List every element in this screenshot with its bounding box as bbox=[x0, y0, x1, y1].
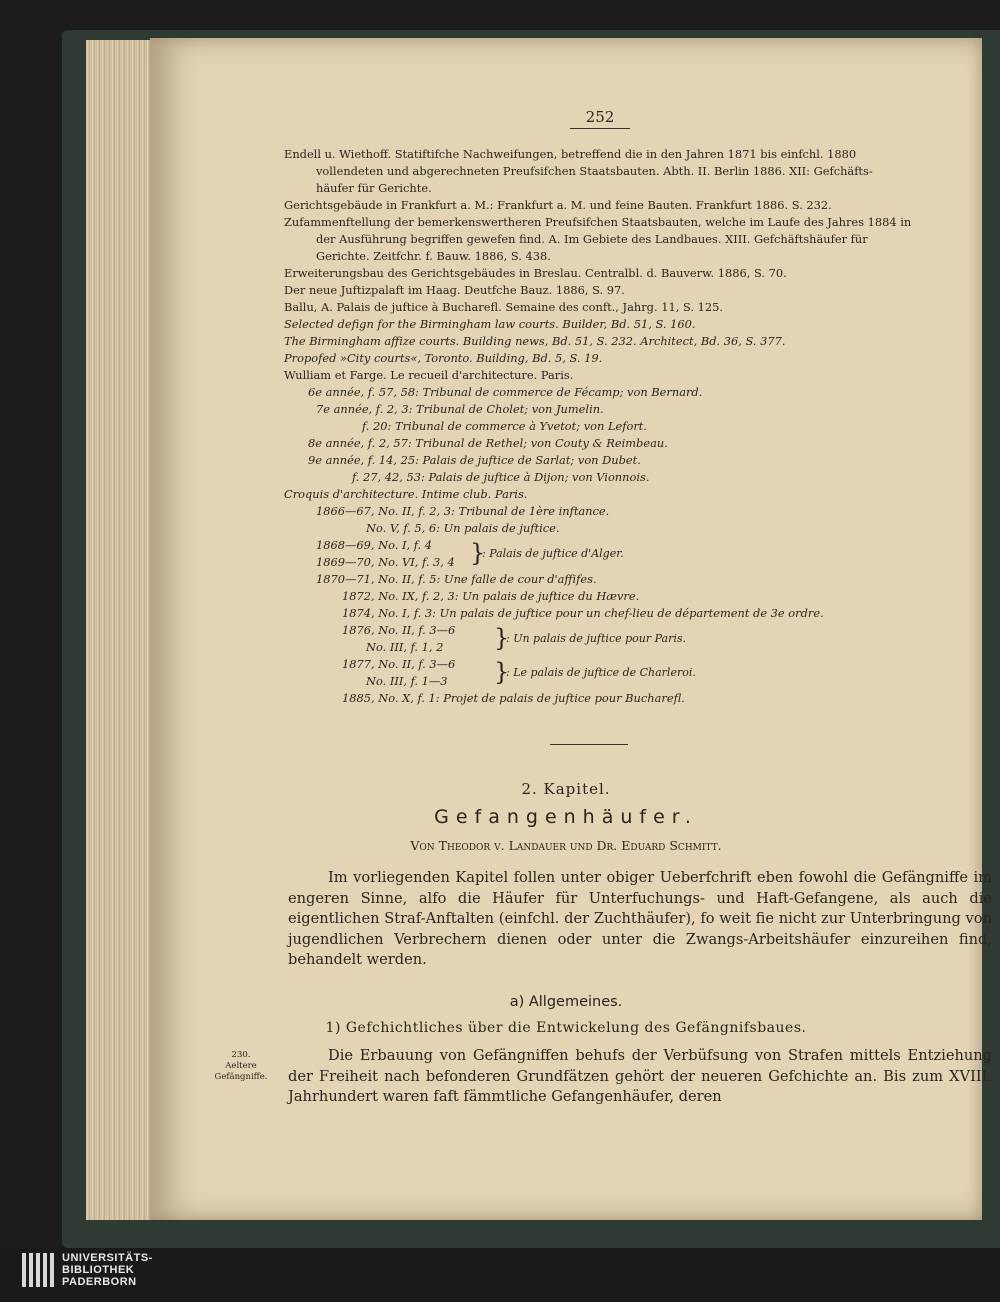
biblio-line: häufer für Gerichte. bbox=[316, 181, 432, 195]
brace-symbol: } bbox=[494, 624, 510, 652]
biblio-line: Ballu, A. Palais de juftice à Bucharefl. Semaine des conft., Jahrg. 11, S. 125. bbox=[284, 300, 723, 314]
biblio-line: Croquis d'architecture. Intime club. Paris. bbox=[284, 487, 528, 501]
biblio-line: Erweiterungsbau des Gerichtsgebäudes in Breslau. Centralbl. d. Bauverw. 1886, S. 70. bbox=[284, 266, 787, 280]
biblio-line: 6e année, f. 57, 58: Tribunal de commerce de Fécamp; von Bernard. bbox=[308, 385, 703, 399]
brace-label: : Le palais de juftice de Charleroi. bbox=[506, 666, 696, 679]
margin-note bbox=[210, 1050, 272, 1083]
biblio-line: No. III, f. 1—3 bbox=[366, 674, 448, 688]
biblio-line: 1868—69, No. I, f. 4 bbox=[316, 538, 433, 552]
brace-label: : Un palais de juftice pour Paris. bbox=[506, 632, 686, 645]
biblio-line: 1872, No. IX, f. 2, 3: Un palais de juftice du Hævre. bbox=[342, 589, 640, 603]
biblio-line: Endell u. Wiethoff. Statiftifche Nachweifungen, betreffend die in den Jahren 1871 bis einfchl. 1880 bbox=[284, 147, 857, 161]
brace-symbol: } bbox=[470, 539, 486, 567]
book-page bbox=[150, 38, 992, 1220]
biblio-line: No. V, f. 5, 6: Un palais de juftice. bbox=[366, 521, 560, 535]
section-divider bbox=[550, 744, 628, 745]
biblio-line: Wulliam et Farge. Le recueil d'architecture. Paris. bbox=[284, 368, 574, 382]
biblio-line: f. 20: Tribunal de commerce à Yvetot; von Lefort. bbox=[362, 419, 647, 433]
bibliography bbox=[284, 146, 994, 707]
biblio-line: The Birmingham affize courts. Building news, Bd. 51, S. 232. Architect, Bd. 36, S. 377. bbox=[284, 334, 786, 348]
brace-symbol: } bbox=[494, 658, 510, 686]
biblio-line: vollendeten und abgerechneten Preufsifchen Staatsbauten. Abth. II. Berlin 1886. XII: Gefchäfts- bbox=[316, 164, 873, 178]
biblio-line: 9e année, f. 14, 25: Palais de juftice de Sarlat; von Dubet. bbox=[308, 453, 641, 467]
biblio-line: 1869—70, No. VI, f. 3, 4 bbox=[316, 555, 455, 569]
intro-paragraph: Im vorliegenden Kapitel follen unter obiger Ueberfchrift eben fowohl die Gefängniffe im engeren Sinne, alfo die Häufer für Unterfuchungs- und Haft-Gefangene, als auch die eigentlichen Straf-Anftalten (einfchl. der Zuchthäufer), fo weit fie nicht zur Unterbringung von jugendlichen Verbrechern dienen oder unter die Zwangs-Arbeitshäufer einzureihen find, behandelt werden. bbox=[288, 869, 992, 968]
biblio-line: f. 27, 42, 53: Palais de juftice à Dijon; von Vionnois. bbox=[352, 470, 650, 484]
library-logo-icon bbox=[22, 1253, 54, 1287]
chapter-title: Gefangenhäufer. bbox=[434, 806, 698, 828]
biblio-line: 1870—71, No. II, f. 5: Une falle de cour d'affifes. bbox=[316, 572, 597, 586]
biblio-line: 8e année, f. 2, 57: Tribunal de Rethel; von Couty & Reimbeau. bbox=[308, 436, 668, 450]
biblio-line: 1866—67, No. II, f. 2, 3: Tribunal de 1ère inftance. bbox=[316, 504, 610, 518]
biblio-line: Gerichte. Zeitfchr. f. Bauw. 1886, S. 438. bbox=[316, 249, 551, 263]
subsection-heading: 1) Gefchichtliches über die Entwickelung des Gefängnifsbaues. bbox=[325, 1020, 807, 1036]
biblio-line: 1877, No. II, f. 3—6 bbox=[342, 657, 456, 671]
biblio-line: 1874, No. I, f. 3: Un palais de juftice pour un chef-lieu de département de 3e ordre. bbox=[342, 606, 824, 620]
chapter-authors: Von Theodor v. Landauer und Dr. Eduard Schmitt. bbox=[410, 838, 722, 853]
library-logo bbox=[22, 1252, 153, 1288]
biblio-line: der Ausführung begriffen gewefen find. A. Im Gebiete des Landbaues. XIII. Gefchäftshäufer für bbox=[316, 232, 868, 246]
brace-label: : Palais de juftice d'Alger. bbox=[482, 547, 624, 560]
biblio-line: Gerichtsgebäude in Frankfurt a. M.: Frankfurt a. M. und feine Bauten. Frankfurt 1886. S. 232. bbox=[284, 198, 832, 212]
biblio-line: Der neue Juftizpalaft im Haag. Deutfche Bauz. 1886, S. 97. bbox=[284, 283, 625, 297]
section-heading: a) Allgemeines. bbox=[509, 994, 623, 1010]
biblio-line: 1876, No. II, f. 3—6 bbox=[342, 623, 456, 637]
biblio-line: Selected defign for the Birmingham law courts. Builder, Bd. 51, S. 160. bbox=[284, 317, 696, 331]
library-name: UNIVERSITÄTS- BIBLIOTHEK PADERBORN bbox=[62, 1252, 153, 1288]
margin-label: Aeltere Gefängniffe. bbox=[214, 1061, 268, 1082]
biblio-line: No. III, f. 1, 2 bbox=[366, 640, 444, 654]
biblio-line: 1885, No. X, f. 1: Projet de palais de juftice pour Bucharefl. bbox=[342, 691, 685, 705]
biblio-line: Propofed »City courts«, Toronto. Building, Bd. 5, S. 19. bbox=[284, 351, 603, 365]
paragraph-230: Die Erbauung von Gefängniffen behufs der Verbüfsung von Strafen mittels Entziehung der Freiheit nach befonderen Grundfätzen gehört der neueren Gefchichte an. Bis zum XVIII. Jahrhundert waren faft fämmtliche Gefangenhäufer, deren bbox=[288, 1047, 992, 1105]
chapter-heading: 2. Kapitel. bbox=[521, 780, 611, 798]
page-number: 252 bbox=[570, 108, 630, 129]
biblio-line: Zufammenftellung der bemerkenswertheren Preufsifchen Staatsbauten, welche im Laufe des Jahres 1884 in bbox=[284, 215, 912, 229]
margin-number: 230. bbox=[231, 1050, 251, 1060]
biblio-line: 7e année, f. 2, 3: Tribunal de Cholet; von Jumelin. bbox=[316, 402, 604, 416]
